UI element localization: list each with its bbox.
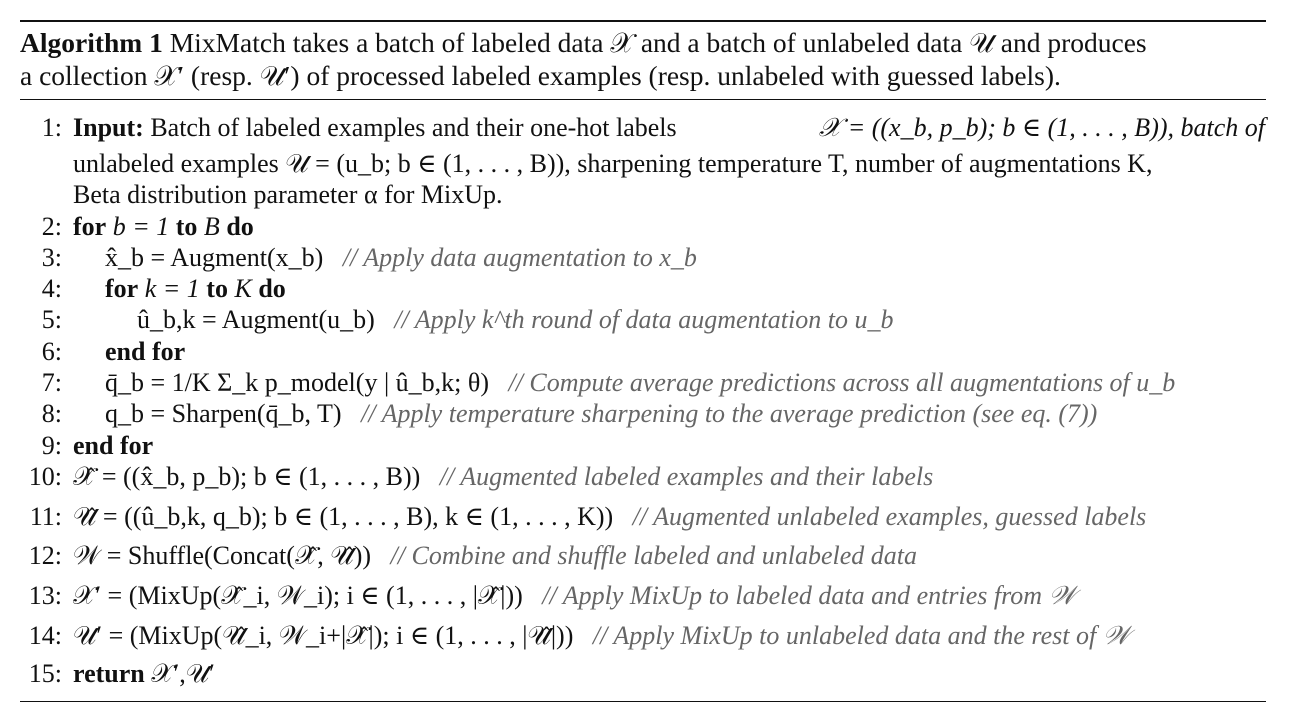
comment: // Apply MixUp to unlabeled data and the rest of 𝒲 [592, 621, 1130, 650]
algo-line-1-cont2 [0, 179, 1280, 210]
input-text-b: 𝒳 = ((x_b, p_b); b ∈ (1, . . . , B)), batch of [818, 113, 1265, 142]
statement: 𝒰̂ = ((û_b,k, q_b); b ∈ (1, . . . , B), k ∈ (1, . . . , K)) [73, 502, 614, 531]
line-number: 14: [28, 621, 62, 650]
loop-bound: B [203, 212, 220, 241]
line-number: 4: [41, 274, 62, 303]
line-content [105, 367, 1280, 398]
statement: 𝒳′ = (MixUp(𝒳̂_i, 𝒲_i); i ∈ (1, . . . , |𝒳̂|)) [73, 581, 523, 610]
algo-line-5 [0, 304, 1280, 335]
algorithm-label: Algorithm 1 [20, 27, 163, 58]
line-number: 3: [41, 243, 62, 272]
input-text-a: Batch of labeled examples and their one-hot labels [150, 113, 677, 142]
line-content [105, 242, 1280, 273]
line-content [137, 304, 1280, 335]
statement: 𝒳̂ = ((x̂_b, p_b); b ∈ (1, . . . , B)) [73, 462, 421, 491]
comment: // Apply data augmentation to x_b [342, 243, 697, 272]
line-content [73, 658, 1280, 689]
loop-bound: K [234, 274, 252, 303]
line-content [73, 580, 1280, 611]
algo-line-4 [0, 273, 1280, 304]
keyword-for: for [105, 274, 139, 303]
line-number: 13: [28, 581, 62, 610]
line-content [73, 461, 1280, 492]
comment: // Apply temperature sharpening to the average prediction (see eq. (7)) [361, 399, 1098, 428]
algo-line-1 [0, 112, 1280, 143]
statement: û_b,k = Augment(u_b) [137, 305, 375, 334]
comment: // Compute average predictions across all augmentations of u_b [508, 368, 1176, 397]
line-content [73, 211, 1280, 242]
keyword-end-for: end for [73, 431, 154, 460]
statement: q_b = Sharpen(q̄_b, T) [105, 399, 342, 428]
keyword-do: do [226, 212, 254, 241]
line-number: 2: [41, 212, 62, 241]
line-content [73, 540, 1280, 571]
input-text-d: Beta distribution parameter α for MixUp. [73, 180, 503, 209]
algo-line-6 [0, 336, 1280, 367]
statement: q̄_b = 1/K Σ_k p_model(y | û_b,k; θ) [105, 368, 489, 397]
statement: 𝒰′ = (MixUp(𝒰̂_i, 𝒲_i+|𝒳̂|); i ∈ (1, . . . , |𝒰̂|)) [73, 621, 574, 650]
caption-rule [20, 99, 1266, 100]
keyword-for: for [73, 212, 107, 241]
statement: 𝒲 = Shuffle(Concat(𝒳̂, 𝒰̂)) [73, 541, 372, 570]
algo-line-10 [0, 461, 1280, 492]
comment: // Apply MixUp to labeled data and entries from 𝒲 [542, 581, 1076, 610]
algo-line-15 [0, 658, 1280, 689]
algo-line-9 [0, 430, 1280, 461]
comment: // Apply k^th round of data augmentation to u_b [394, 305, 894, 334]
algo-line-11 [0, 501, 1280, 532]
keyword-end-for: end for [105, 337, 186, 366]
line-number: 8: [41, 399, 62, 428]
algo-line-14 [0, 620, 1280, 651]
keyword-to: to [206, 274, 228, 303]
algo-line-12 [0, 540, 1280, 571]
line-content [105, 273, 1280, 304]
line-number: 12: [28, 541, 62, 570]
algo-line-7 [0, 367, 1280, 398]
bottom-rule [20, 701, 1266, 702]
statement: x̂_b = Augment(x_b) [105, 243, 324, 272]
keyword-return: return [73, 659, 145, 688]
line-content [73, 501, 1280, 532]
line-number: 1: [41, 113, 62, 142]
comment: // Augmented unlabeled examples, guessed labels [632, 502, 1147, 531]
top-rule [20, 20, 1266, 22]
algorithm-caption [20, 26, 1266, 92]
keyword-to: to [175, 212, 198, 241]
line-number: 5: [41, 305, 62, 334]
line-number: 10: [28, 462, 62, 491]
caption-line-2: a collection 𝒳′ (resp. 𝒰′) of processed labeled examples (resp. unlabeled with guessed labels). [20, 60, 1061, 91]
algo-line-2 [0, 211, 1280, 242]
keyword-input: Input: [73, 113, 144, 142]
line-number: 15: [28, 659, 62, 688]
comment: // Combine and shuffle labeled and unlabeled data [390, 541, 917, 570]
keyword-do: do [258, 274, 286, 303]
algo-line-13 [0, 580, 1280, 611]
line-number: 7: [41, 368, 62, 397]
line-content [73, 112, 1265, 143]
line-content [73, 620, 1280, 651]
algo-line-3 [0, 242, 1280, 273]
line-number: 11: [29, 502, 62, 531]
loop-var: b = 1 [112, 212, 170, 241]
algo-line-8 [0, 398, 1280, 429]
line-number: 6: [41, 337, 62, 366]
loop-var: k = 1 [144, 274, 200, 303]
statement: 𝒳′,𝒰′ [151, 659, 215, 688]
line-content [105, 398, 1280, 429]
algo-line-1-cont [0, 148, 1280, 179]
input-text-c: unlabeled examples 𝒰 = (u_b; b ∈ (1, . . . , B)), sharpening temperature T, number of augmentations K, [73, 149, 1153, 178]
comment: // Augmented labeled examples and their labels [439, 462, 934, 491]
line-number: 9: [41, 431, 62, 460]
caption-text-1: MixMatch takes a batch of labeled data 𝒳 and a batch of unlabeled data 𝒰 and produces [169, 27, 1147, 58]
caption-line-1 [20, 26, 1266, 59]
